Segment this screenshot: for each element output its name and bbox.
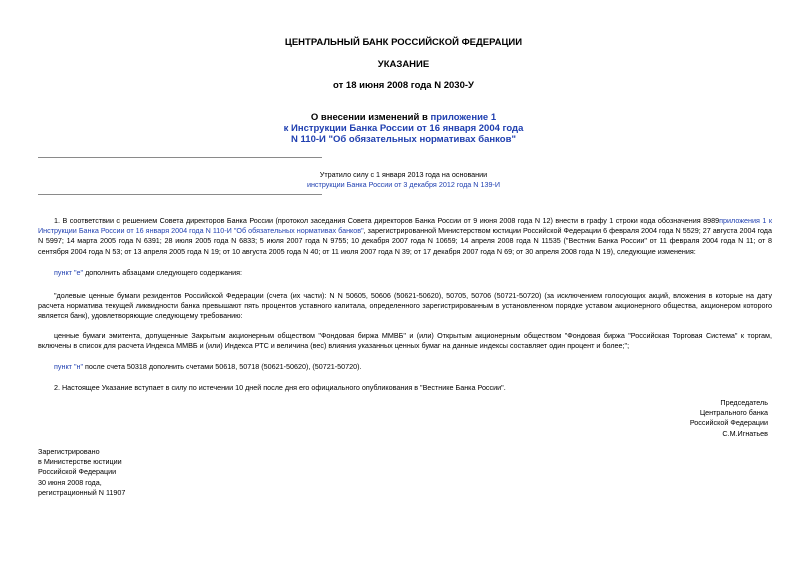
subject-text: О внесении изменений в: [310, 112, 431, 123]
registration-line-5: регистрационный N 11907: [38, 487, 126, 497]
subject-line-2[interactable]: к Инструкции Банка России от 16 января 2004 года: [283, 123, 524, 134]
item-n-link[interactable]: пункт "н": [54, 362, 84, 371]
registration-line-3: Российской Федерации: [38, 467, 117, 477]
bank-name: ЦЕНТРАЛЬНЫЙ БАНК РОССИЙСКОЙ ФЕДЕРАЦИИ: [284, 37, 523, 48]
registration-line-4: 30 июня 2008 года,: [38, 477, 102, 487]
subject-line-1: [0, 112, 807, 123]
paragraph-1-appendix-link[interactable]: приложения 1 к Инструкции Банка России от 16 января 2004 года N 110-И "Об обязательных нормативах банков": [38, 216, 772, 236]
status-instruction-link[interactable]: инструкции Банка России от 3 декабря 2012 года N 139-И: [306, 180, 501, 189]
registration-line-1: Зарегистрировано: [38, 447, 100, 456]
paragraph-1-text-a: 1. В соответствии с решением Совета директоров Банка России (протокол заседания Совета директоров Банка России от 9 июня 2008 года N 12) внести в графу 1 строки кода обозначения 8989: [54, 216, 720, 225]
quote-paragraph-1: "долевые ценные бумаги резидентов Российской Федерации (счета (их части): N N 50605, 50606 (50621-50620), 50705, 50706 (50721-50720) (за исключением голосующих акций, вложения в которые на дату расчета норматива текущей ликвидности банка превышают пять процентов уставного капитала, определенного зарегистрированным в установленном порядке уставом акционерного общества, акционером которого является банк), удовлетворяющие следующему требованию:: [38, 291, 772, 321]
item-n-text: после счета 50318 дополнить счетами 50618, 50718 (50621-50620), (50721-50720).: [83, 362, 362, 371]
subject-appendix-link[interactable]: приложение 1: [430, 112, 497, 123]
item-e-text: дополнить абзацами следующего содержания:: [83, 268, 242, 277]
paragraph-1-text-b: , зарегистрированной Министерством юстиции Российской Федерации 6 февраля 2004 года N 5529; 27 августа 2004 года N 5997; 14 марта 2005 года N 6391; 28 июля 2005 года N 6833; 5 июля 2007 года N 9755; 10 декабря 2007 года N 10659; 14 апреля 2008 года N 11535 ("Вестник Банка России" от 11 февраля 2004 года N 11; от 8 сентября 2004 года N 53; от 13 апреля 2005 года N 19; от 10 августа 2005 года N 40; от 11 июля 2007 года N 39; от 17 декабря 2007 года N 69; от 30 апреля 2008 года N 19), следующие изменения:: [38, 226, 772, 256]
status-line-1: Утратило силу с 1 января 2013 года на основании: [319, 170, 488, 179]
registration-block: [38, 447, 258, 498]
registration-line-2: в Министерстве юстиции: [38, 457, 122, 467]
document-type: УКАЗАНИЕ: [377, 59, 430, 70]
paragraph-1: [38, 216, 772, 257]
divider-bottom: [38, 194, 322, 195]
signature-country: Российской Федерации: [689, 418, 768, 428]
signature-title: Председатель: [720, 398, 768, 407]
paragraph-2: 2. Настоящее Указание вступает в силу по истечении 10 дней после дня его официального опубликования в "Вестнике Банка России".: [54, 383, 506, 392]
divider-top: [38, 157, 322, 158]
item-e: [38, 268, 772, 278]
quote-paragraph-2: ценные бумаги эмитента, допущенные Закрытым акционерным обществом "Фондовая биржа ММВБ" и (или) Открытым акционерным обществом "Фондовая биржа "Российская Торговая Система" к торгам, включены в список для расчета Индекса ММВБ и (или) Индекса РТС и величина (вес) влияния указанных ценных бумаг на данные индексы составляет один процент и более;";: [38, 331, 772, 351]
signature-block: [560, 398, 768, 439]
item-n: [38, 362, 772, 372]
signature-name: С.М.Игнатьев: [722, 428, 768, 438]
document-date-number: от 18 июня 2008 года N 2030-У: [333, 80, 474, 91]
signature-organization: Центрального банка: [699, 408, 768, 418]
subject-line-3[interactable]: N 110-И "Об обязательных нормативах банков": [291, 134, 516, 145]
item-e-link[interactable]: пункт "е": [54, 268, 84, 277]
